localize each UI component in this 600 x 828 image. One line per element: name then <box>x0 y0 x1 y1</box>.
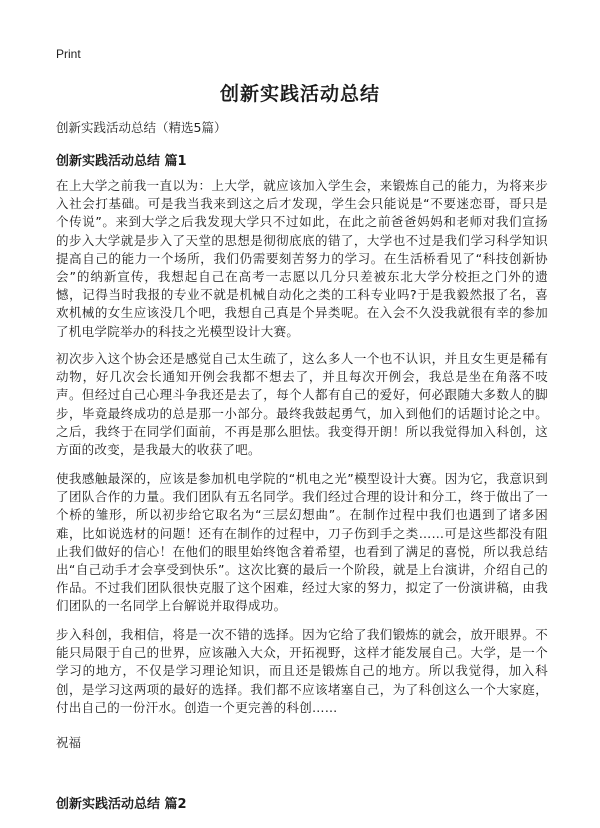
paragraph-3: 使我感触最深的，应该是参加机电学院的“机电之光”模型设计大赛。因为它，我意识到了团队合作的力量。我们团队有五名同学。我们经过合理的设计和分工，终于做出了一个桥的雏形，所以初步给它取名为“三层幻想曲”。在制作过程中我们也遇到了诸多困难，比如说选材的问题！还有在制作的过程中，刀子伤到手之类……可是这些都没有阻止我们做好的信心！在他们的眼里始终饱含着希望，也看到了满足的喜悦，所以我总结出“自己动手才会享受到快乐”。这次比赛的最后一个阶段，就是上台演讲，介绍自己的作品。不过我们团队很快克服了这个困难，经过大家的努力，拟定了一份演讲稿，由我们团队的一名同学上台解说并取得成功。 <box>56 471 548 614</box>
document-subtitle: 创新实践活动总结（精选5篇） <box>56 120 227 135</box>
print-link[interactable]: Print <box>56 47 81 61</box>
section-heading-2: 创新实践活动总结 篇2 <box>56 797 187 812</box>
paragraph-2: 初次步入这个协会还是感觉自己太生疏了，这么多人一个也不认识，并且女生更是稀有动物，好几次会长通知开例会我都不想去了，并且每次开例会，我总是坐在角落不吱声。但经过自己心理斗争我还是去了，每个人都有自己的爱好，何必跟随大多数人的脚步，毕竟最终成功的总是那一小部分。最终我鼓起勇气，加入到他们的话题讨论之中。之后，我终于在同学们面前，不再是那么胆怯。我变得开朗！所以我觉得加入科创，这方面的改变，是我最大的收获了吧。 <box>56 351 548 458</box>
section-heading-1: 创新实践活动总结 篇1 <box>56 154 187 169</box>
paragraph-4: 步入科创，我相信，将是一次不错的选择。因为它给了我们锻炼的就会，放开眼界。不能只局限于自己的世界，应该融入大众，开拓视野，这样才能发展自己。大学，是一个学习的地方，不仅是学习理论知识，而且还是锻炼自己的地方。所以我觉得，加入科创，是学习这两项的最好的选择。我们都不应该堵塞自己，为了科创这么一个大家庭，付出自己的一份汗水。创造一个更完善的科创…… <box>56 627 548 715</box>
page-title: 创新实践活动总结 <box>219 83 380 105</box>
closing-text: 祝福 <box>56 735 82 750</box>
paragraph-1: 在上大学之前我一直以为：上大学，就应该加入学生会，来锻炼自己的能力，为将来步入社会打基础。可是我当我来到这之后才发现，学生会只能说是“不要迷恋哥，哥只是个传说”。来到大学之后我发现大学只不过如此，在此之前爸爸妈妈和老师对我们宣扬的步入大学就是步入了天堂的思想是彻彻底底的错了，大学也不过是我们学习科学知识提高自己的能力一个场所，我们仍需要刻苦努力的学习。在生活桥看见了“科技创新协会”的纳新宣传，我想起自己在高考一志愿以几分只差被东北大学分校拒之门外的遗憾，记得当时我报的专业不就是机械自动化之类的工科专业吗?于是我毅然报了名，喜欢机械的女生应该没几个吧，我想自己真是个异类呢。在入会不久没我就很有幸的参加了机电学院举办的科技之光模型设计大赛。 <box>56 178 548 339</box>
